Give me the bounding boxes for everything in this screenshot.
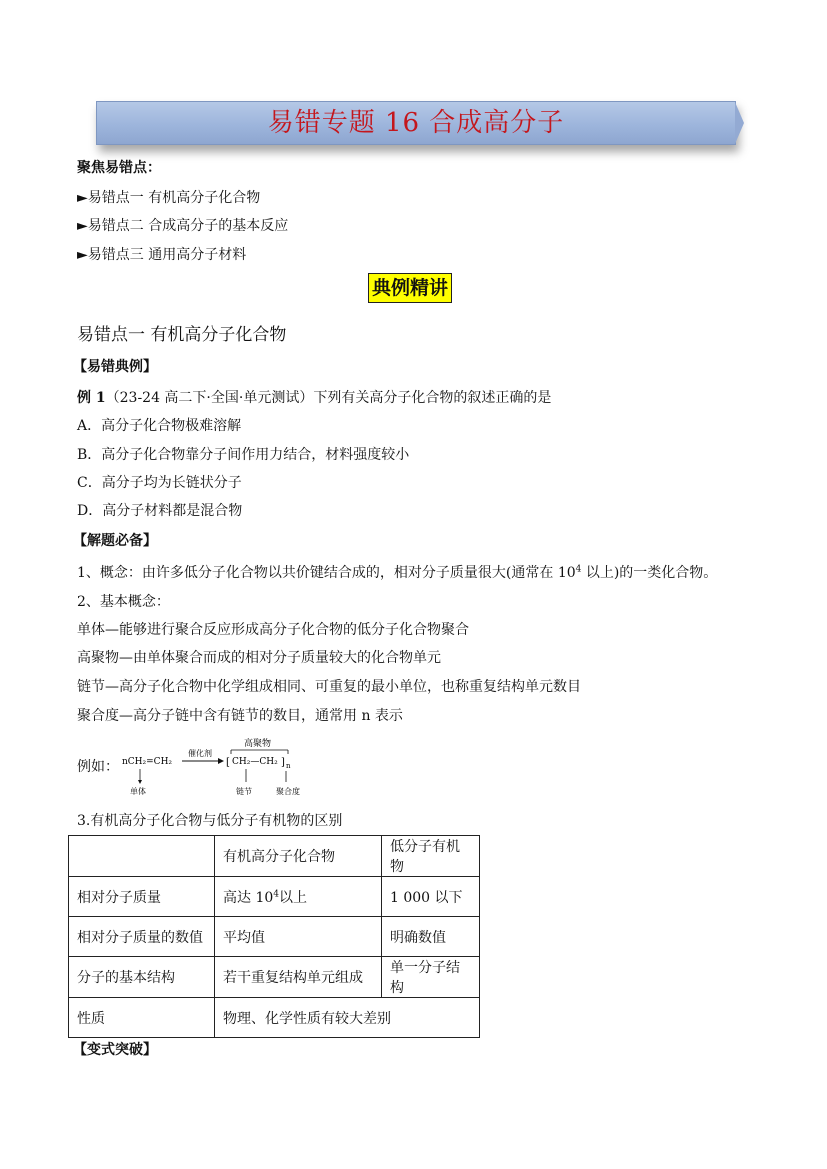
variation-heading: 【变式突破】 (73, 1042, 157, 1058)
product-formula: CH₂—CH₂ (232, 757, 278, 767)
table-cell: 单一分子结构 (382, 957, 480, 998)
example-heading: 【易错典例】 (73, 359, 157, 375)
chain-label: 链节 (236, 787, 252, 796)
table-row (69, 836, 480, 877)
question-text: （23-24 高二下·全国·单元测试）下列有关高分子化合物的叙述正确的是 (105, 390, 552, 406)
section-heading: 易错点一 有机高分子化合物 (77, 325, 287, 345)
focus-item-3: ►易错点三 通用高分子材料 (77, 247, 247, 263)
typical-example-label: 典例精讲 (368, 273, 452, 303)
arrow-head (218, 758, 224, 764)
example-label: 例如： (77, 759, 119, 775)
monomer-label: 单体 (130, 787, 146, 796)
table-row (69, 957, 480, 998)
option-a: A．高分子化合物极难溶解 (77, 418, 242, 434)
question-stem (77, 387, 551, 407)
option-b: B．高分子化合物靠分子间作用力结合，材料强度较小 (77, 447, 410, 463)
table-header: 有机高分子化合物 (215, 836, 382, 877)
term-chain-unit: 链节—高分子化合物中化学组成相同、可重复的最小单位，也称重复结构单元数目 (77, 679, 581, 695)
compare-table (68, 835, 480, 1038)
compare-title: 3.有机高分子化合物与低分子有机物的区别 (77, 813, 343, 829)
table-cell: 分子的基本结构 (69, 957, 215, 998)
reactant-formula: nCH₂=CH₂ (122, 757, 173, 767)
mass-value: 高达 10 (223, 889, 274, 906)
banner-corner (735, 102, 744, 144)
focus-item-2: ►易错点二 合成高分子的基本反应 (77, 218, 289, 234)
title-banner (96, 101, 736, 145)
focus-item-1: ►易错点一 有机高分子化合物 (77, 190, 261, 206)
degree-label: 聚合度 (276, 787, 300, 796)
page-title: 易错专题 16 合成高分子 (267, 108, 565, 138)
focus-title: 聚焦易错点： (77, 160, 161, 176)
concept-1-prefix: 1、概念：由许多低分子化合物以共价键结合成的，相对分子质量很大(通常在 10 (77, 565, 576, 581)
bracket-right: ] (281, 757, 285, 768)
table-cell: 性质 (69, 998, 215, 1038)
table-cell: 若干重复结构单元组成 (215, 957, 382, 998)
essentials-heading: 【解题必备】 (73, 533, 157, 549)
concept-1-suffix: 以上)的一类化合物。 (581, 565, 718, 581)
table-row (69, 998, 480, 1038)
table-cell: 相对分子质量的数值 (69, 917, 215, 957)
mass-suffix: 以上 (279, 889, 307, 906)
product-label: 高聚物 (244, 739, 272, 749)
concept-1 (77, 562, 717, 582)
question-label: 例 1 (77, 390, 106, 406)
table-row (69, 917, 480, 957)
table-cell: 平均值 (215, 917, 382, 957)
concept-1-exponent: 4 (575, 564, 582, 575)
term-polymer: 高聚物—由单体聚合而成的相对分子质量较大的化合物单元 (77, 650, 441, 666)
table-cell (69, 836, 215, 877)
basic-concepts-title: 2、基本概念： (77, 594, 170, 610)
table-row (69, 877, 480, 917)
table-cell (215, 877, 382, 917)
term-monomer: 单体—能够进行聚合反应形成高分子化合物的低分子化合物聚合 (77, 622, 469, 638)
polymerization-diagram (120, 736, 320, 796)
table-header: 低分子有机物 (382, 836, 480, 877)
option-c: C．高分子均为长链状分子 (77, 475, 242, 491)
term-degree: 聚合度—高分子链中含有链节的数目，通常用 n 表示 (77, 708, 403, 724)
table-cell: 物理、化学性质有较大差别 (215, 998, 480, 1038)
option-d: D．高分子材料都是混合物 (77, 503, 243, 519)
mass-exponent: 4 (273, 888, 279, 899)
catalyst-label: 催化剂 (188, 749, 212, 758)
table-cell: 1 000 以下 (382, 877, 480, 917)
table-cell: 相对分子质量 (69, 877, 215, 917)
bracket-left: [ (226, 757, 230, 768)
table-cell: 明确数值 (382, 917, 480, 957)
subscript-n: n (286, 762, 291, 770)
